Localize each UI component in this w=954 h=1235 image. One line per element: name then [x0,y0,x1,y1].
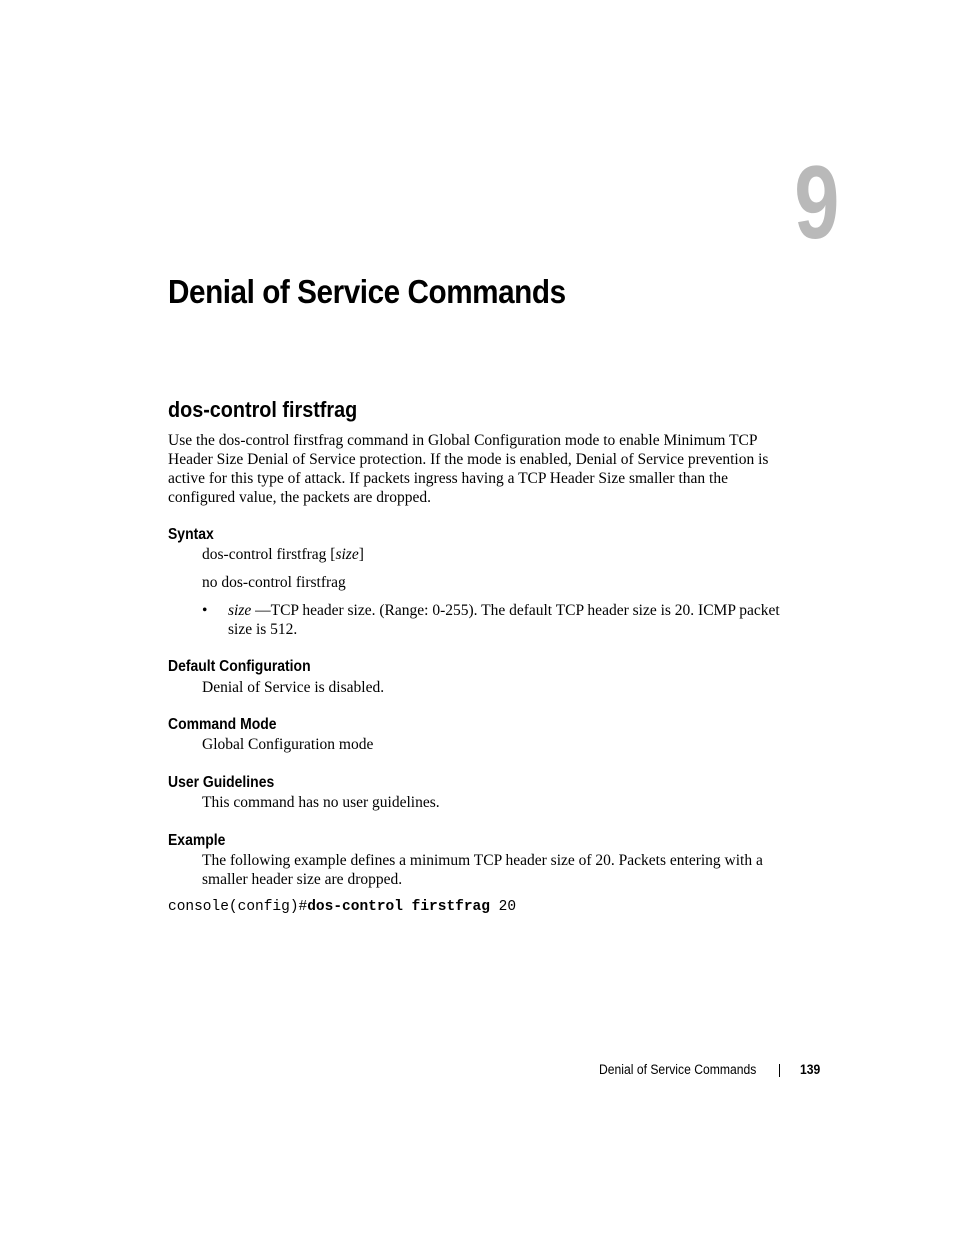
user-guidelines-heading: User Guidelines [168,774,275,791]
param-text: —TCP header size. (Range: 0-255). The default TCP header size is 20. ICMP packet size is 512. [228,602,780,638]
syntax-line-2: no dos-control firstfrag [202,574,346,591]
footer-separator [779,1064,780,1077]
section-title: dos-control firstfrag [168,397,358,422]
intro-lead: Use the [168,432,219,449]
code-prompt: console(config)# [168,899,308,915]
example-heading: Example [168,832,226,849]
chapter-title: Denial of Service Commands [168,273,566,310]
bullet-mark: • [202,602,208,619]
code-argument: 20 [489,899,517,915]
syntax-line-1 [202,545,792,564]
user-guidelines-text: This command has no user guidelines. [202,794,440,811]
command-mode-text: Global Configuration mode [202,736,374,753]
syntax-bracket-open: [ [330,546,336,563]
example-text: The following example defines a minimum TCP header size of 20. Packets entering with a smaller header size are dropped. [202,852,763,888]
intro-rest: command in Global Configuration mode to enable Minimum TCP Header Size Denial of Service protection. If the mode is enabled, Denial of Service prevention is active for this type of attack. If packets ingress having a TCP Header Size smaller than the configured value, the packets are dropped. [168,432,769,506]
intro-paragraph [168,431,788,507]
param-name: size [228,602,252,619]
default-config-heading: Default Configuration [168,658,311,675]
chapter-number: 9 [794,145,838,261]
intro-command: dos-control firstfrag [218,432,344,449]
syntax-heading: Syntax [168,526,214,543]
default-config-text: Denial of Service is disabled. [202,679,385,696]
code-command: dos-control firstfrag [307,899,490,915]
syntax-bracket-close: ] [358,546,364,563]
syntax-command: dos-control firstfrag [202,546,331,563]
footer-title: Denial of Service Commands [599,1062,757,1077]
param-description [228,601,792,639]
example-code [168,899,516,915]
command-mode-heading: Command Mode [168,716,277,733]
footer-page-number: 139 [800,1062,821,1077]
syntax-param: size [335,546,359,563]
